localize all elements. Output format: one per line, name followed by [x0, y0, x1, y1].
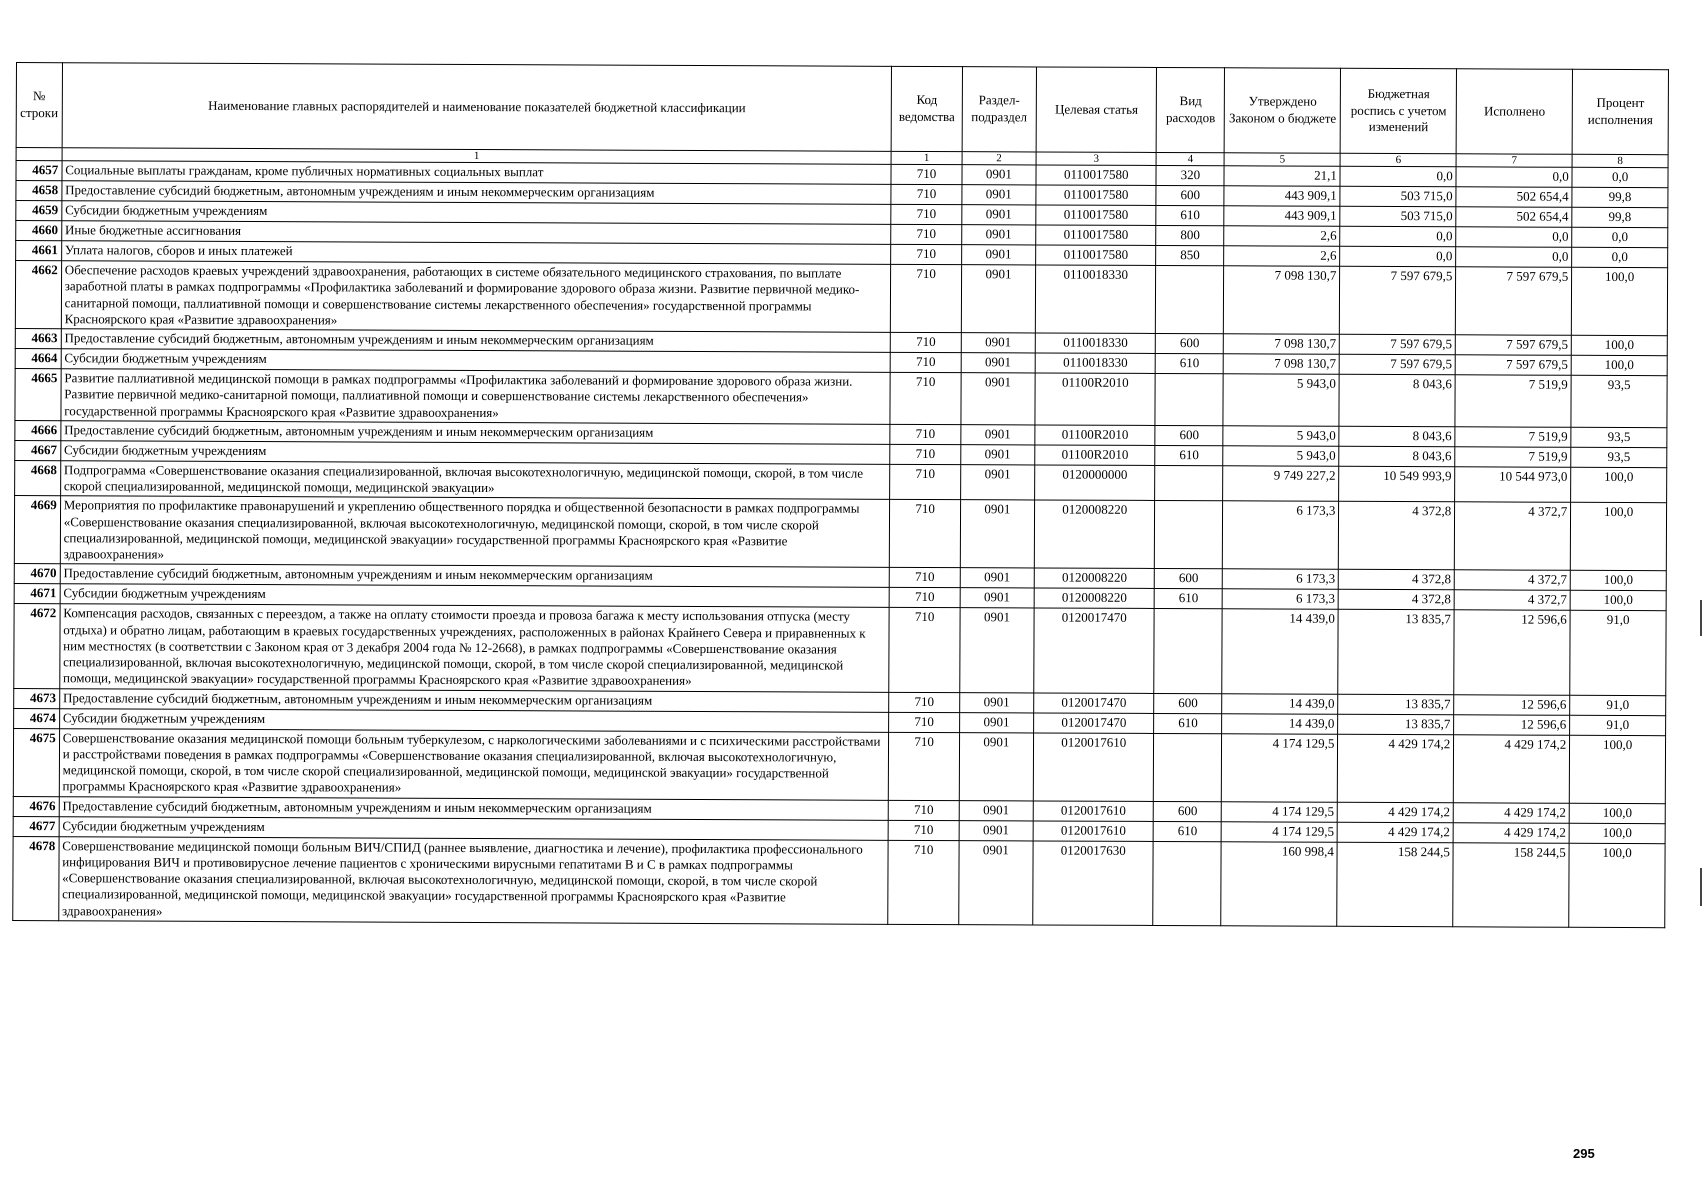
approved-cell: 7 098 130,7	[1224, 354, 1340, 375]
section-cell: 0901	[959, 820, 1034, 840]
executed-cell: 4 429 174,2	[1453, 802, 1569, 823]
budget-list-cell: 503 715,0	[1340, 186, 1456, 207]
approved-cell: 6 173,3	[1223, 589, 1339, 610]
table-row	[14, 496, 1666, 571]
executed-cell: 158 244,5	[1453, 842, 1569, 927]
header-row-number: № строки	[16, 63, 62, 148]
approved-cell: 9 749 227,2	[1223, 466, 1339, 502]
header-row	[16, 63, 1668, 155]
budget-list-cell: 7 597 679,5	[1340, 266, 1456, 335]
target-cell: 01100R2010	[1035, 445, 1155, 466]
percent-cell: 93,5	[1571, 427, 1667, 447]
name-cell: Предоставление субсидий бюджетным, автономным учреждениям и иным некоммерческим организациям	[59, 688, 889, 712]
target-cell: 0120017470	[1034, 712, 1154, 733]
approved-cell: 14 439,0	[1222, 609, 1338, 694]
dept-code-cell: 710	[891, 204, 961, 224]
section-cell: 0901	[959, 692, 1034, 712]
budget-list-cell: 7 597 679,5	[1339, 354, 1455, 375]
approved-cell: 7 098 130,7	[1224, 266, 1340, 335]
expense-type-cell: 610	[1155, 445, 1223, 465]
approved-cell: 4 174 129,5	[1222, 733, 1338, 802]
approved-cell: 160 998,4	[1221, 841, 1337, 926]
executed-cell: 0,0	[1456, 167, 1572, 188]
percent-cell: 100,0	[1571, 335, 1667, 355]
column-number	[16, 148, 62, 161]
budget-list-cell: 7 597 679,5	[1340, 334, 1456, 355]
executed-cell: 4 429 174,2	[1453, 822, 1569, 843]
name-cell: Развитие паллиативной медицинской помощи в рамках подпрограммы «Профилактика заболеваний и формирование здорового образа жизни. Развитие первичной медико-санитарной помощи, паллиативной помощи и совершенствование системы лекарственного обеспечения» государственной программы Красноярского края «Развитие здравоохранения»	[61, 369, 891, 424]
percent-cell: 100,0	[1569, 823, 1665, 843]
row-number-cell: 4667	[15, 440, 61, 460]
expense-type-cell	[1155, 465, 1223, 501]
page-number: 295	[1573, 1146, 1595, 1161]
dept-code-cell: 710	[890, 568, 960, 588]
budget-list-cell: 0,0	[1340, 246, 1456, 267]
expense-type-cell: 610	[1154, 589, 1222, 609]
row-number-cell: 4660	[16, 221, 62, 241]
percent-cell: 100,0	[1571, 467, 1667, 503]
row-number-cell: 4675	[13, 728, 59, 796]
header-approved: Утверждено Законом о бюджете	[1225, 68, 1341, 154]
column-number: 7	[1456, 154, 1572, 168]
percent-cell: 91,0	[1570, 611, 1666, 696]
approved-cell: 5 943,0	[1223, 374, 1339, 426]
approved-cell: 14 439,0	[1222, 693, 1338, 714]
budget-list-cell: 4 372,8	[1339, 570, 1455, 591]
approved-cell: 14 439,0	[1222, 713, 1338, 734]
dept-code-cell: 710	[891, 164, 961, 184]
section-cell: 0901	[962, 165, 1037, 185]
section-cell: 0901	[959, 608, 1034, 693]
percent-cell: 100,0	[1569, 735, 1665, 803]
row-number-cell: 4677	[13, 816, 59, 836]
approved-cell: 443 909,1	[1224, 206, 1340, 227]
dept-code-cell: 710	[890, 444, 960, 464]
approved-cell: 21,1	[1224, 166, 1340, 187]
name-cell: Совершенствование оказания медицинской помощи больным туберкулезом, с наркологическими заболеваниями и с психическими расстройствами и расстройствами поведения в рамках подпрограммы «Совершенствование оказания специализированной, включая высокотехнологичную, медицинской помощи, скорой, в том числе скорой специализированной, медицинской помощи, медицинской эвакуации» государственной программы Красноярского края «Развитие здравоохранения»	[59, 728, 889, 800]
column-number: 6	[1340, 153, 1456, 167]
budget-list-cell: 503 715,0	[1340, 206, 1456, 227]
dept-code-cell: 710	[891, 244, 961, 264]
name-cell: Совершенствование медицинской помощи больным ВИЧ/СПИД (раннее выявление, диагностика и лечение), профилактика профессионального инфицирования ВИЧ и противовирусное лечение пациентов с хроническими вирусными гепатитами В и С в рамках подпрограммы «Совершенствование оказания специализированной, включая высокотехнологичную, медицинской помощи, скорой, в том числе скорой специализированной, медицинской помощи, медицинской эвакуации» государственной программы Красноярского края «Развитие здравоохранения»	[58, 836, 888, 924]
name-cell: Субсидии бюджетным учреждениям	[61, 349, 891, 373]
expense-type-cell	[1155, 373, 1223, 425]
executed-cell: 4 372,7	[1455, 502, 1571, 571]
expense-type-cell: 600	[1156, 185, 1224, 205]
target-cell: 0120017470	[1034, 608, 1155, 693]
budget-list-cell: 10 549 993,9	[1339, 466, 1455, 502]
name-cell: Социальные выплаты гражданам, кроме публичных нормативных социальных выплат	[62, 161, 892, 185]
target-cell: 0110017580	[1036, 225, 1156, 246]
approved-cell: 6 173,3	[1223, 569, 1339, 590]
percent-cell: 99,8	[1572, 207, 1668, 227]
name-cell: Обеспечение расходов краевых учреждений здравоохранения, работающих в системе обязательного медицинского страхования, по выплате заработной платы в рамках подпрограммы «Профилактика заболеваний и формирование здорового образа жизни. Развитие первичной медико-санитарной помощи, паллиативной помощи и совершенствование системы лекарственного обеспечения» государственной программы Красноярского края «Развитие здравоохранения»	[61, 261, 891, 333]
scan-edge-mark	[1700, 868, 1702, 906]
table-row	[14, 604, 1666, 695]
expense-type-cell: 850	[1156, 245, 1224, 265]
percent-cell: 0,0	[1572, 227, 1668, 247]
name-cell: Субсидии бюджетным учреждениям	[59, 708, 889, 732]
expense-type-cell: 800	[1156, 225, 1224, 245]
section-cell: 0901	[959, 800, 1034, 820]
row-number-cell: 4668	[15, 460, 61, 496]
target-cell: 0120017610	[1033, 820, 1153, 841]
section-cell: 0901	[960, 500, 1035, 568]
row-number-cell: 4661	[16, 241, 62, 261]
row-number-cell: 4678	[13, 836, 59, 920]
expense-type-cell: 610	[1153, 821, 1221, 841]
section-cell: 0901	[958, 840, 1033, 925]
name-cell: Подпрограмма «Совершенствование оказания специализированной, включая высокотехнологичную, медицинской помощи, скорой, в том числе скорой специализированной, медицинской помощи, медицинской эвакуации»	[60, 460, 890, 499]
approved-cell: 5 943,0	[1223, 446, 1339, 467]
budget-list-cell: 4 429 174,2	[1338, 802, 1454, 823]
column-number: 1	[62, 148, 892, 165]
budget-list-cell: 8 043,6	[1339, 374, 1455, 426]
header-expense-type: Вид расходов	[1156, 67, 1224, 152]
header-budget-list: Бюджетная роспись с учетом изменений	[1340, 68, 1456, 154]
name-cell: Субсидии бюджетным учреждениям	[62, 201, 892, 225]
table-body	[13, 161, 1668, 928]
target-cell: 0120008220	[1034, 500, 1154, 569]
executed-cell: 0,0	[1456, 247, 1572, 268]
executed-cell: 7 597 679,5	[1456, 335, 1572, 356]
section-cell: 0901	[959, 712, 1034, 732]
row-number-cell: 4666	[15, 420, 61, 440]
name-cell: Предоставление субсидий бюджетным, автономным учреждениям и иным некоммерческим организациям	[61, 420, 891, 444]
name-cell: Мероприятия по профилактике правонарушений и укреплению общественного порядка и общественной безопасности в рамках подпрограммы «Совершенствование оказания специализированной, включая высокотехнологичную, медицинской помощи, скорой, в том числе скорой специализированной, медицинской помощи, медицинской эвакуации» государственной программы Красноярского края «Развитие здравоохранения»	[60, 496, 890, 568]
budget-list-cell: 8 043,6	[1339, 426, 1455, 447]
table-row	[15, 368, 1667, 427]
target-cell: 01100R2010	[1035, 425, 1155, 446]
section-cell: 0901	[961, 353, 1036, 373]
row-number-cell: 4671	[14, 584, 60, 604]
approved-cell: 4 174 129,5	[1222, 801, 1338, 822]
section-cell: 0901	[960, 568, 1035, 588]
target-cell: 0120008220	[1034, 588, 1154, 609]
target-cell: 0110017580	[1036, 185, 1156, 206]
column-number: 5	[1224, 153, 1340, 167]
executed-cell: 7 597 679,5	[1456, 267, 1572, 336]
target-cell: 0110018330	[1035, 265, 1155, 334]
expense-type-cell: 600	[1154, 693, 1222, 713]
expense-type-cell	[1154, 609, 1222, 694]
executed-cell: 0,0	[1456, 227, 1572, 248]
header-percent: Процент исполнения	[1572, 69, 1668, 154]
approved-cell: 2,6	[1224, 226, 1340, 247]
row-number-cell: 4659	[16, 201, 62, 221]
budget-list-cell: 0,0	[1340, 226, 1456, 247]
budget-list-cell: 13 835,7	[1338, 610, 1454, 695]
name-cell: Субсидии бюджетным учреждениям	[60, 584, 890, 608]
percent-cell: 0,0	[1572, 167, 1668, 187]
target-cell: 0110017580	[1036, 205, 1156, 226]
percent-cell: 100,0	[1571, 355, 1667, 375]
table-row	[13, 836, 1665, 927]
expense-type-cell: 320	[1156, 165, 1224, 185]
budget-list-cell: 4 372,8	[1338, 590, 1454, 611]
name-cell: Предоставление субсидий бюджетным, автономным учреждениям и иным некоммерческим организациям	[62, 181, 892, 205]
dept-code-cell: 710	[891, 332, 961, 352]
dept-code-cell: 710	[889, 712, 959, 732]
column-number: 3	[1036, 152, 1156, 166]
percent-cell: 91,0	[1570, 715, 1666, 735]
approved-cell: 7 098 130,7	[1224, 334, 1340, 355]
table-row	[13, 728, 1665, 803]
name-cell: Уплата налогов, сборов и иных платежей	[61, 241, 891, 265]
name-cell: Предоставление субсидий бюджетным, автономным учреждениям и иным некоммерческим организациям	[61, 329, 891, 353]
dept-code-cell: 710	[888, 840, 959, 925]
budget-sheet	[12, 62, 1669, 928]
percent-cell: 100,0	[1570, 591, 1666, 611]
executed-cell: 4 372,7	[1454, 590, 1570, 611]
percent-cell: 100,0	[1570, 571, 1666, 591]
target-cell: 0110018330	[1035, 353, 1155, 374]
executed-cell: 502 654,4	[1456, 207, 1572, 228]
target-cell: 0120017610	[1033, 732, 1153, 801]
executed-cell: 12 596,6	[1454, 610, 1570, 695]
header-dept-code: Код ведомства	[892, 66, 963, 151]
row-number-cell: 4665	[15, 368, 61, 420]
target-cell: 0120017630	[1033, 840, 1154, 925]
row-number-cell: 4676	[13, 796, 59, 816]
row-number-cell: 4674	[14, 708, 60, 728]
dept-code-cell: 710	[890, 372, 960, 424]
executed-cell: 4 372,7	[1454, 570, 1570, 591]
section-cell: 0901	[960, 424, 1035, 444]
budget-list-cell: 4 429 174,2	[1337, 822, 1453, 843]
expense-type-cell: 600	[1155, 569, 1223, 589]
section-cell: 0901	[961, 265, 1036, 333]
section-cell: 0901	[961, 225, 1036, 245]
scan-edge-mark	[1700, 600, 1702, 636]
section-cell: 0901	[960, 444, 1035, 464]
dept-code-cell: 710	[889, 820, 959, 840]
row-number-cell: 4664	[15, 348, 61, 368]
row-number-cell: 4669	[14, 496, 60, 564]
dept-code-cell: 710	[890, 500, 960, 568]
header-target: Целевая статья	[1036, 67, 1157, 153]
target-cell: 0110017580	[1036, 245, 1156, 266]
section-cell: 0901	[959, 732, 1034, 800]
target-cell: 0120017470	[1034, 692, 1154, 713]
row-number-cell: 4658	[16, 181, 62, 201]
approved-cell: 2,6	[1224, 246, 1340, 267]
budget-table	[12, 62, 1669, 928]
expense-type-cell	[1156, 265, 1224, 333]
target-cell: 0120017610	[1033, 800, 1153, 821]
budget-list-cell: 0,0	[1340, 166, 1456, 187]
executed-cell: 502 654,4	[1456, 187, 1572, 208]
name-cell: Иные бюджетные ассигнования	[61, 221, 891, 245]
dept-code-cell: 710	[891, 264, 961, 332]
dept-code-cell: 710	[889, 692, 959, 712]
dept-code-cell: 710	[891, 184, 961, 204]
name-cell: Субсидии бюджетным учреждениям	[59, 816, 889, 840]
expense-type-cell	[1154, 733, 1222, 801]
expense-type-cell: 600	[1154, 801, 1222, 821]
section-cell: 0901	[961, 205, 1036, 225]
name-cell: Предоставление субсидий бюджетным, автономным учреждениям и иным некоммерческим организациям	[59, 796, 889, 820]
target-cell: 0110018330	[1035, 333, 1155, 354]
percent-cell: 100,0	[1570, 503, 1666, 571]
percent-cell: 99,8	[1572, 187, 1668, 207]
target-cell: 0120008220	[1034, 568, 1154, 589]
executed-cell: 7 519,9	[1455, 375, 1571, 427]
expense-type-cell	[1153, 841, 1221, 926]
expense-type-cell: 600	[1155, 425, 1223, 445]
target-cell: 0110017580	[1036, 165, 1156, 186]
percent-cell: 93,5	[1571, 375, 1667, 427]
expense-type-cell	[1155, 501, 1223, 569]
dept-code-cell: 710	[889, 800, 959, 820]
name-cell: Субсидии бюджетным учреждениям	[60, 440, 890, 464]
percent-cell: 93,5	[1571, 447, 1667, 467]
expense-type-cell: 610	[1154, 713, 1222, 733]
executed-cell: 7 519,9	[1455, 447, 1571, 468]
column-number: 4	[1156, 152, 1224, 165]
dept-code-cell: 710	[889, 608, 960, 693]
section-cell: 0901	[961, 333, 1036, 353]
row-number-cell: 4670	[14, 564, 60, 584]
approved-cell: 443 909,1	[1224, 186, 1340, 207]
section-cell: 0901	[962, 185, 1037, 205]
budget-list-cell: 13 835,7	[1338, 694, 1454, 715]
dept-code-cell: 710	[891, 352, 961, 372]
row-number-cell: 4673	[14, 688, 60, 708]
dept-code-cell: 710	[889, 732, 959, 800]
percent-cell: 100,0	[1569, 843, 1665, 928]
header-name: Наименование главных распорядителей и наименование показателей бюджетной классификации	[62, 63, 892, 152]
row-number-cell: 4663	[15, 328, 61, 348]
name-cell: Предоставление субсидий бюджетным, автономным учреждениям и иным некоммерческим организациям	[60, 564, 890, 588]
section-cell: 0901	[961, 373, 1036, 425]
executed-cell: 10 544 973,0	[1455, 467, 1571, 503]
row-number-cell: 4672	[14, 604, 60, 688]
target-cell: 0120000000	[1035, 465, 1155, 501]
column-number: 1	[892, 151, 962, 164]
header-section: Раздел-подраздел	[962, 67, 1037, 152]
dept-code-cell: 710	[891, 224, 961, 244]
percent-cell: 91,0	[1570, 695, 1666, 715]
section-cell: 0901	[961, 245, 1036, 265]
expense-type-cell: 610	[1156, 205, 1224, 225]
executed-cell: 7 597 679,5	[1455, 355, 1571, 376]
approved-cell: 5 943,0	[1223, 426, 1339, 447]
header-executed: Исполнено	[1456, 69, 1572, 155]
executed-cell: 12 596,6	[1454, 714, 1570, 735]
approved-cell: 4 174 129,5	[1222, 821, 1338, 842]
expense-type-cell: 600	[1156, 333, 1224, 353]
table-row	[15, 261, 1667, 336]
percent-cell: 100,0	[1569, 803, 1665, 823]
expense-type-cell: 610	[1155, 353, 1223, 373]
dept-code-cell: 710	[890, 588, 960, 608]
section-cell: 0901	[960, 464, 1035, 500]
percent-cell: 100,0	[1572, 267, 1668, 335]
name-cell: Компенсация расходов, связанных с переездом, а также на оплату стоимости проезда и провоза багажа к месту использования отпуска (месту отдыха) и обратно лицам, работающим в краевых государственных учреждениях, расположенных в районах Крайнего Севера и приравненных к ним местностях (в соответствии с Законом края от 3 декабря 2004 года № 12-2668), в рамках подпрограммы «Совершенствование оказания специализированной, включая высокотехнологичную, медицинской помощи, скорой, в том числе скорой специализированной, медицинской помощи, медицинской эвакуации» государственной программы Красноярского края «Развитие здравоохранения»	[60, 604, 890, 692]
row-number-cell: 4657	[16, 161, 62, 181]
budget-list-cell: 8 043,6	[1339, 446, 1455, 467]
column-number: 2	[962, 152, 1037, 165]
section-cell: 0901	[960, 588, 1035, 608]
target-cell: 01100R2010	[1035, 373, 1155, 425]
approved-cell: 6 173,3	[1223, 501, 1339, 570]
budget-list-cell: 13 835,7	[1338, 714, 1454, 735]
executed-cell: 7 519,9	[1455, 427, 1571, 448]
executed-cell: 12 596,6	[1454, 694, 1570, 715]
percent-cell: 0,0	[1572, 247, 1668, 267]
budget-list-cell: 158 244,5	[1337, 842, 1453, 927]
dept-code-cell: 710	[890, 464, 960, 500]
row-number-cell: 4662	[15, 261, 61, 329]
dept-code-cell: 710	[890, 424, 960, 444]
budget-list-cell: 4 429 174,2	[1338, 734, 1454, 803]
budget-list-cell: 4 372,8	[1339, 502, 1455, 571]
column-number: 8	[1572, 154, 1668, 167]
executed-cell: 4 429 174,2	[1454, 734, 1570, 803]
